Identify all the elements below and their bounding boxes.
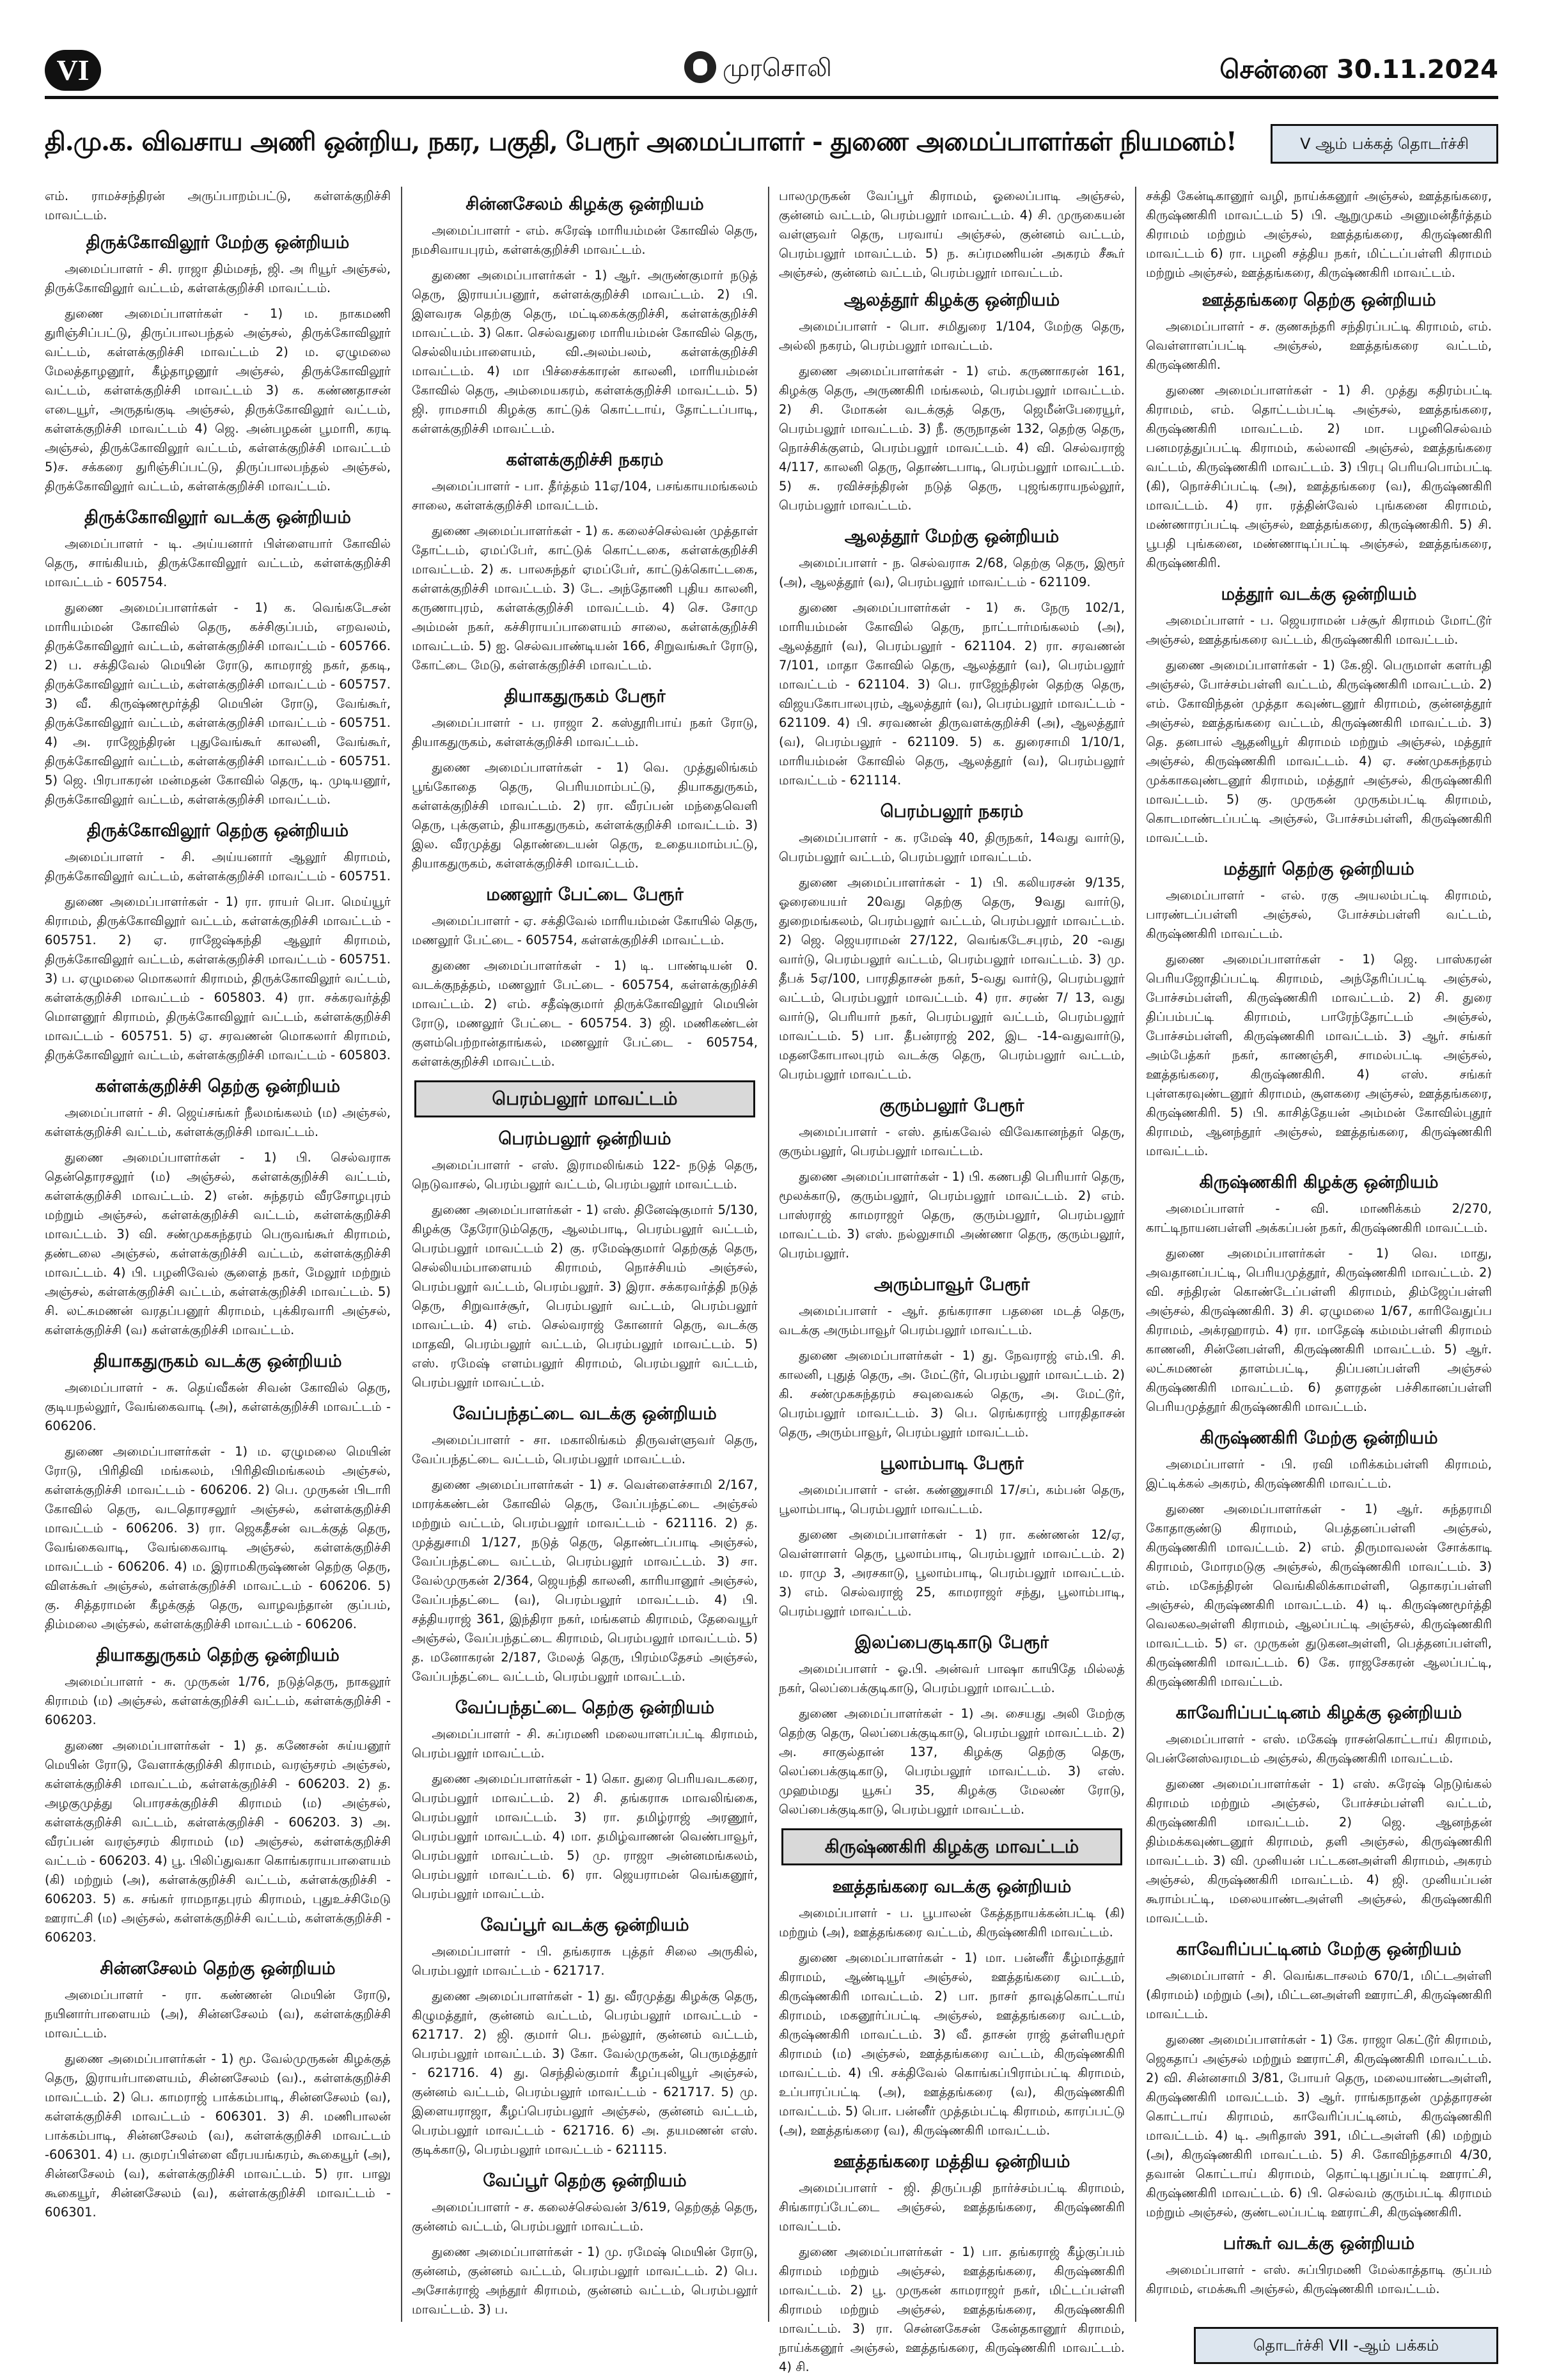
union-section	[779, 1451, 1125, 1621]
section-title: பெரம்பலூர் ஒன்றியம்	[498, 1129, 671, 1149]
deputies-text: துணை அமைப்பாளர்கள் - 1) க. கலைச்செல்வன் முத்தாள் தோட்டம், ஏமப்பேர், காட்டுக் கொட்டகை, கள்ளக்குறிச்சி மாவட்டம். 2) க. பாலசுந்தர் ஏமப்பேர், காட்டுக்கொட்டகை, கள்ளக்குறிச்சி மாவட்டம். 3) டே. அந்தோணி புதிய காலனி, கருணாபுரம், கள்ளக்குறிச்சி மாவட்டம். 4) செ. சோமு அம்மன் நகர், கச்சிராயப்பாளையம் சாலை, கள்ளக்குறிச்சி மாவட்டம். 5) ஐ. செல்வபாண்டியன் 166, சிறுவங்கூர் ரோடு, கோட்டை மேடு, கள்ளக்குறிச்சி மாவட்டம்.	[412, 524, 758, 673]
section-title: சின்னசேலம் தெற்கு ஒன்றியம்	[100, 1959, 336, 1979]
headline-row	[45, 110, 1498, 174]
organizer-text: அமைப்பாளர் - ஓ.பி. அன்வர் பாஷா காயிதே மில்லத் நகர், லெப்பைக்குடிகாடு, பெரம்பலூர் மாவட்டம்.	[779, 1661, 1125, 1695]
union-section	[45, 1956, 391, 2222]
section-title: தியாகதுருகம் தெற்கு ஒன்றியம்	[96, 1645, 340, 1665]
section-title: பர்கூர் வடக்கு ஒன்றியம்	[1223, 2234, 1415, 2253]
deputies-text: துணை அமைப்பாளர்கள் - 1) எம். கருணாகரன் 161, கிழக்கு தெரு, அருணகிரி மங்கலம், பெரம்பலூர் மாவட்டம். 2) சி. மோகன் வடக்குத் தெரு, ஜெமீன்பேரையூர், பெரம்பலூர் மாவட்டம். 3) நீ. குருநாதன் 132, தெற்கு தெரு, நொச்சிக்குளம், பெரம்பலூர் மாவட்டம். 4) வி. செல்வராஜ் 4/117, காலனி தெரு, தொண்டபாடி, பெரம்பலூர் மாவட்டம். 5) சு. ரவிச்சந்திரன் நடுத் தெரு, புஜங்கராயநல்லூர், பெரம்பலூர் மாவட்டம்.	[779, 364, 1125, 513]
union-section	[1146, 1426, 1492, 1692]
section-title: காவேரிப்பட்டினம் மேற்கு ஒன்றியம்	[1176, 1940, 1462, 1959]
deputies-text: துணை அமைப்பாளர்கள் - 1) க. வெங்கடேசன் மாரியம்மன் கோவில் தெரு, கச்சிகுப்பம், எறவலம், திருக்கோவிலூர் வட்டம், கள்ளக்குறிச்சி மாவட்டம் - 605766. 2) ப. சக்திவேல் மெயின் ரோடு, காமராஜ் நகர், தகடி, திருக்கோவிலூர் வட்டம், கள்ளக்குறிச்சி மாவட்டம் - 605757. 3) வீ. கிருஷ்ணமூர்த்தி மெயின் ரோடு, வேங்கூர், திருக்கோவிலூர் வட்டம், கள்ளக்குறிச்சி மாவட்டம் - 605751. 4) அ. ராஜேந்திரன் புதுவேங்கூர் காலனி, வேங்கூர், திருக்கோவிலூர் வட்டம், கள்ளக்குறிச்சி மாவட்டம் - 605751. 5) ஜெ. பிரபாகரன் மன்மதன் கோவில் தெரு, டி. முடியனூர், திருக்கோவிலூர் வட்டம், கள்ளக்குறிச்சி மாவட்டம்.	[45, 600, 391, 807]
column-3	[779, 187, 1125, 2374]
section-title: திருக்கோவிலூர் மேற்கு ஒன்றியம்	[86, 233, 350, 253]
union-section	[1146, 2231, 1492, 2299]
union-section	[1146, 857, 1492, 1161]
union-section	[1146, 582, 1492, 848]
organizer-text: அமைப்பாளர் - டி. அய்யனார் பிள்ளையார் கோவில் தெரு, சாங்கியம், திருக்கோவிலூர் வட்டம், கள்ளக்குறிச்சி மாவட்டம் - 605754.	[45, 536, 391, 589]
deputies-text: துணை அமைப்பாளர்கள் - 1) ம. நாகமணி துரிஞ்சிப்பட்டு, திருப்பாலபந்தல் அஞ்சல், திருக்கோவிலூர் வட்டம், கள்ளக்குறிச்சி மாவட்டம் 2) ம. ஏழுமலை மேலத்தாழனூர், கீழ்தாழனூர் அஞ்சல், திருக்கோவிலூர் வட்டம், கள்ளக்குறிச்சி மாவட்டம் 3) க. கண்ணதாசன் எடையூர், அருதங்குடி அஞ்சல், திருக்கோவிலூர் வட்டம், கள்ளக்குறிச்சி மாவட்டம் 4) ஜெ. அன்பழகன் பூமாரி, கரடி அஞ்சல், திருக்கோவிலூர் வட்டம், கள்ளக்குறிச்சி மாவட்டம் 5)ச. சக்கரை துரிஞ்சிப்பட்டு, திருப்பாலபந்தல் அஞ்சல், திருக்கோவிலூர் வட்டம், கள்ளக்குறிச்சி மாவட்டம்.	[45, 306, 391, 494]
organizer-text: அமைப்பாளர் - எஸ். மகேஷ் ராசன்கொட்டாய் கிராமம், பென்னேஸ்வரமடம் அஞ்சல், கிருஷ்ணகிரி மாவட்டம்.	[1146, 1732, 1492, 1766]
deputies-text: துணை அமைப்பாளர்கள் - 1) த. கணேசன் சுய்யனூர் மெயின் ரோடு, வேளாக்குறிச்சி கிராமம், வரஞ்சரம் அஞ்சல், கள்ளக்குறிச்சி மாவட்டம், கள்ளக்குறிச்சி - 606203. 2) த. அழகுமுத்து பொரசக்குறிச்சி கிராமம் (ம) அஞ்சல், கள்ளக்குறிச்சி வட்டம், கள்ளக்குறிச்சி - 606203. 3) அ. வீரப்பன் வரஞ்சரம் கிராமம் (ம) அஞ்சல், கள்ளக்குறிச்சி வட்டம் - 606203. 4) பூ. பிலிப்துவகா கொங்கராயபாளையம் (கி) மற்றும் (அ), கள்ளக்குறிச்சி வட்டம், கள்ளக்குறிச்சி - 606203. 5) க. சங்கர் ராமநாதபுரம் கிராமம், புதுஉச்சிமேடு ஊராட்சி (ம) அஞ்சல், கள்ளக்குறிச்சி வட்டம், கள்ளக்குறிச்சி - 606203.	[45, 1738, 391, 1945]
union-section	[412, 1401, 758, 1686]
union-section	[45, 1643, 391, 1947]
organizer-text: அமைப்பாளர் - எஸ். சுப்பிரமணி மேல்காத்தாடி குப்பம் கிராமம், எமக்கூரி அஞ்சல், கிருஷ்ணகிரி மாவட்டம்.	[1146, 2262, 1492, 2296]
deputies-text: துணை அமைப்பாளர்கள் - 1) ஜெ. பாஸ்கரன் பெரியஜோதிப்பட்டி கிராமம், அந்தேரிப்பட்டி அஞ்சல், போச்சம்பள்ளி, கிருஷ்ணகிரி மாவட்டம். 2) சி. துரை திப்பம்பட்டி கிராமம், பாரேந்தோட்டம் அஞ்சல், போச்சம்பள்ளி, கிருஷ்ணகிரி மாவட்டம். 3) ஆர். சங்கர் அம்பேத்கர் நகர், காணஞ்சி, சாமல்பட்டி அஞ்சல், ஊத்தங்கரை, கிருஷ்ணகிரி. 4) எஸ். சங்கர் புள்ளகரவுண்டனூர் கிராமம், சூளகரை அஞ்சல், ஊத்தங்கரை, கிருஷ்ணகிரி. 5) பி. காசித்தேயன் அம்மன் கோவில்புதூர் கிராமம், ஆனந்தூர் அஞ்சல், ஊத்தங்கரை, கிருஷ்ணகிரி மாவட்டம்.	[1146, 952, 1492, 1158]
organizer-text: அமைப்பாளர் - எல். ரகு அயலம்பட்டி கிராமம், பாரண்டப்பள்ளி அஞ்சல், போச்சம்பள்ளி வட்டம், கிருஷ்ணகிரி மாவட்டம்.	[1146, 888, 1492, 941]
paper-name: முரசொலி	[723, 54, 832, 82]
tiger-emblem-icon	[684, 51, 716, 83]
organizer-text: அமைப்பாளர் - ந. செல்வராசு 2/68, தெற்கு தெரு, இரூர் (அ), ஆலத்தூர் (வ), பெரம்பலூர் மாவட்டம் - 621109.	[779, 556, 1125, 589]
organizer-text: அமைப்பாளர் - எஸ். தங்கவேல் விவேகானந்தர் தெரு, குரும்பலூர், பெரம்பலூர் மாவட்டம்.	[779, 1124, 1125, 1158]
section-title: பூலாம்பாடி பேரூர்	[880, 1454, 1024, 1474]
union-section	[779, 1093, 1125, 1263]
union-section	[412, 1913, 758, 2159]
deputies-text: துணை அமைப்பாளர்கள் - 1) மூ. வேல்முருகன் கிழக்குத் தெரு, இராயர்பாளையம், சின்னசேலம் (வ)., கள்ளக்குறிச்சி மாவட்டம். 2) பெ. காமராஜ் பாக்கம்பாடி, சின்னசேலம் (வ), கள்ளக்குறிச்சி மாவட்டம் - 606301. 3) சி. மணிபாலன் பாக்கம்பாடி, சின்னசேலம் (வ), கள்ளக்குறிச்சி மாவட்டம் -606301. 4) ப. குமரப்பிள்ளை வீரபயங்கரம், கூகையூர் (அ), சின்னசேலம் (வ), கள்ளக்குறிச்சி மாவட்டம். 5) ரா. பாலு கூகையூர், சின்னசேலம் (வ), கள்ளக்குறிச்சி மாவட்டம் - 606301.	[45, 2051, 391, 2220]
deputies-text: துணை அமைப்பாளர்கள் - 1) சு. நேரு 102/1, மாரியம்மன் கோவில் தெரு, நாட்டார்மங்கலம் (அ), ஆலத்தூர் (வ), பெரம்பலூர் - 621104. 2) ரா. சரவணன் 7/101, மாதா கோவில் தெரு, ஆலத்தூர் (வ), பெரம்பலூர் மாவட்டம் - 621104. 3) பெ. ராஜேந்திரன் தெற்கு தெரு, விஜயகோபாலபுரம், ஆலத்தூர் (வ), பெரம்பலூர் மாவட்டம் - 621109. 4) பி. சரவணன் திருவளக்குறிச்சி (அ), ஆலத்தூர் (வ), பெரம்பலூர் - 621109. 5) க. துரைசாமி 1/10/1, மாரியம்மன் கோவில் தெரு, ஆலத்தூர் (வ), பெரம்பலூர் மாவட்டம் - 621114.	[779, 600, 1125, 788]
deputies-text: துணை அமைப்பாளர்கள் - 1) எஸ். சுரேஷ் நெடுங்கல் கிராமம் மற்றும் அஞ்சல், போச்சம்பள்ளி வட்டம், கிருஷ்ணகிரி மாவட்டம். 2) ஜெ. ஆனந்தன் திம்மக்கவுண்டனூர் கிராமம், தளி அஞ்சல், கிருஷ்ணகிரி மாவட்டம். 3) வி. முனியன் பட்டகனஅள்ளி கிராமம், அகரம் அஞ்சல், கிருஷ்ணகிரி மாவட்டம். 4) ஜி. முனியப்பன் கூராம்பட்டி, மலையாண்டஅள்ளி அஞ்சல், கிருஷ்ணகிரி மாவட்டம்.	[1146, 1777, 1492, 1925]
district-banner: பெரம்பலூர் மாவட்டம்	[414, 1080, 755, 1117]
organizer-text: அமைப்பாளர் - பா. தீர்த்தம் 11ஏ/104, பசங்காயமங்கலம் சாலை, கள்ளக்குறிச்சி மாவட்டம்.	[412, 479, 758, 513]
section-title: கள்ளக்குறிச்சி நகரம்	[506, 450, 664, 470]
deputies-text: துணை அமைப்பாளர்கள் - 1) மு. ரமேஷ் மெயின் ரோடு, குன்னம், குன்னம் வட்டம், பெரம்பலூர் மாவட்டம். 2) பெ. அசோக்ராஜ் அந்தூர் கிராமம், குன்னம் வட்டம், பெரம்பலூர் மாவட்டம். 3) ப.	[412, 2244, 758, 2317]
deputies-text: துணை அமைப்பாளர்கள் - 1) ஆர். அருண்குமார் நடுத் தெரு, இராயப்பனூர், கள்ளக்குறிச்சி மாவட்டம். 2) பி. இளவரசு தெற்கு தெரு, மட்டிகைக்குறிச்சி, கள்ளக்குறிச்சி மாவட்டம். 3) கொ. செல்வதுரை மாரியம்மன் கோவில் தெரு, செல்லியம்பாளையம், வி.அலம்பலம், கள்ளக்குறிச்சி மாவட்டம். 4) மா பிச்சைக்காரன் காலனி, மாரியம்மன் கோவில் தெரு, அம்மையகரம், கள்ளக்குறிச்சி மாவட்டம். 5) ஜி. ராமசாமி கிழக்கு காட்டுக் கொட்டாய், தோட்டப்பாடி, கள்ளக்குறிச்சி மாவட்டம்.	[412, 268, 758, 436]
organizer-text: அமைப்பாளர் - சா. மகாலிங்கம் திருவள்ளுவர் தெரு, வேப்பந்தட்டை வட்டம், பெரம்பலூர் மாவட்டம்.	[412, 1433, 758, 1466]
organizer-text: அமைப்பாளர் - பி. ரவி மரிக்கம்பள்ளி கிராமம், இட்டிக்கல் அகரம், கிருஷ்ணகிரி மாவட்டம்.	[1146, 1457, 1492, 1491]
section-title: காவேரிப்பட்டினம் கிழக்கு ஒன்றியம்	[1175, 1703, 1462, 1723]
section-title: பெரம்பலூர் நகரம்	[880, 802, 1024, 821]
section-title: அரும்பாவூர் பேரூர்	[873, 1275, 1030, 1295]
union-section	[1146, 288, 1492, 573]
deputies-text: துணை அமைப்பாளர்கள் - 1) கொ. துரை பெரியவடகரை, பெரம்பலூர் மாவட்டம். 2) சி. தங்கராசு மாவலிங்கை, பெரம்பலூர் மாவட்டம். 3) ரா. தமிழ்ராஜ் அரணூர், பெரம்பலூர் மாவட்டம். 4) மா. தமிழ்வாணன் வெண்பாவூர், பெரம்பலூர் மாவட்டம். 5) மு. ராஜா அன்னமங்கலம், பெரம்பலூர் மாவட்டம். 6) ரா. ஜெயராமன் வெங்கனூர், பெரம்பலூர் மாவட்டம்.	[412, 1771, 758, 1901]
organizer-text: அமைப்பாளர் - ப. பூபாலன் கேத்தநாயக்கன்பட்டி (கி) மற்றும் (அ), ஊத்தங்கரை வட்டம், கிருஷ்ணகிரி மாவட்டம்.	[779, 1906, 1125, 1940]
continued-text: எம். ராமச்சந்திரன் அருப்பாறம்பட்டு, கள்ளக்குறிச்சி மாவட்டம்.	[45, 189, 391, 222]
column-4	[1146, 187, 1492, 2322]
union-section	[412, 1126, 758, 1392]
section-title: ஆலத்தூர் கிழக்கு ஒன்றியம்	[843, 290, 1060, 310]
section-title: தியாகதுருகம் பேரூர்	[504, 687, 666, 706]
section-title: ஊத்தங்கரை மத்திய ஒன்றியம்	[833, 2152, 1070, 2172]
section-title: திருக்கோவிலூர் வடக்கு ஒன்றியம்	[84, 508, 351, 527]
masthead	[45, 50, 1498, 99]
issue-date: சென்னை 30.11.2024	[1219, 55, 1498, 84]
organizer-text: அமைப்பாளர் - ப. ஜெயராமன் பச்சூர் கிராமம் மோட்டூர் அஞ்சல், ஊத்தங்கரை வட்டம், கிருஷ்ணகிரி மாவட்டம்.	[1146, 613, 1492, 647]
deputies-text: துணை அமைப்பாளர்கள் - 1) கே. ராஜா கெட்டூர் கிராமம், ஜெகதாப் அஞ்சல் மற்றும் ஊராட்சி, கிருஷ்ணகிரி மாவட்டம். 2) வி. சின்னசாமி 3/81, போயர் தெரு, மலையாண்டஅள்ளி, கிருஷ்ணகிரி மாவட்டம். 3) ஆர். ராங்கநாதன் முத்தாரசன் கொட்டாய் கிராமம், காவேரிப்பட்டினம், கிருஷ்ணகிரி மாவட்டம். 4) டி. அரிதாஸ் 391, மிட்டஅள்ளி (கி) மற்றும் (அ), கிருஷ்ணகிரி மாவட்டம். 5) சி. கோவிந்தசாமி 4/30, தவான் கொட்டாய் கிராமம், தொட்டிபுதுப்பட்டி ஊராட்சி, கிருஷ்ணகிரி மாவட்டம். 6) பி. செல்வம் குரும்பட்டி கிராமம் மற்றும் அஞ்சல், குண்டலப்பட்டி ஊராட்சி, கிருஷ்ணகிரி.	[1146, 2032, 1492, 2220]
union-section	[412, 2168, 758, 2319]
section-title: ஆலத்தூர் மேற்கு ஒன்றியம்	[844, 527, 1060, 547]
union-section	[45, 1349, 391, 1634]
organizer-text: அமைப்பாளர் - ரா. கண்ணன் மெயின் ரோடு, நயினார்பாளையம் (அ), சின்னசேலம் (வ), கள்ளக்குறிச்சி மாவட்டம்.	[45, 1987, 391, 2041]
organizer-text: அமைப்பாளர் - க. ரமேஷ் 40, திருநகர், 14வது வார்டு, பெரம்பலூர் வட்டம், பெரம்பலூர் மாவட்டம்.	[779, 830, 1125, 864]
continued-text: பாலமுருகன் வேப்பூர் கிராமம், ஓலைப்பாடி அஞ்சல், குன்னம் வட்டம், பெரம்பலூர் மாவட்டம். 4) சி. முருகையன் வள்ளுவர் தெரு, பரவாய் அஞ்சல், குன்னம் வட்டம், பெரம்பலூர் மாவட்டம். 5) ந. சுப்ரமணியன் அகரம் சீகூர் அஞ்சல், குன்னம் வட்டம், பெரம்பலூர் மாவட்டம்.	[779, 189, 1125, 280]
district-banner: கிருஷ்ணகிரி கிழக்கு மாவட்டம்	[781, 1828, 1122, 1865]
organizer-text: அமைப்பாளர் - ச. கலைச்செல்வன் 3/619, தெற்குத் தெரு, குன்னம் வட்டம், பெரம்பலூர் மாவட்டம்.	[412, 2200, 758, 2234]
organizer-text: அமைப்பாளர் - ப. ராஜா 2. கஸ்தூரிபாய் நகர் ரோடு, தியாகதுருகம், கள்ளக்குறிச்சி மாவட்டம்.	[412, 715, 758, 749]
section-title: ஊத்தங்கரை தெற்கு ஒன்றியம்	[1202, 290, 1436, 310]
union-section	[779, 1874, 1125, 2140]
deputies-text: துணை அமைப்பாளர்கள் - 1) பி. கலியரசன் 9/135, ஓரையையர் 20வது தெற்கு தெரு, 9வது வார்டு, துறைமங்கலம், பெரம்பலூர் வட்டம், பெரம்பலூர் மாவட்டம். 2) ஜெ. ஜெயராமன் 27/122, வெங்கடேசபுரம், 20 -வது வார்டு, பெரம்பலூர் வட்டம், பெரம்பலூர் மாவட்டம். 3) மு. தீபக் 5ஏ/100, பாரதிதாசன் நகர், 5-வது வார்டு, பெரம்பலூர் வட்டம், பெரம்பலூர் மாவட்டம். 4) ரா. சரண் 7/ 13, வது வார்டு, பெரியார் நகர், பெரம்பலூர் வட்டம், பெரம்பலூர் மாவட்டம். 5) பா. தீபன்ராஜ் 202, இட -14-வதுவார்டு, மதனகோபாலபுரம் வடக்கு தெரு, பெரம்பலூர் வட்டம், பெரம்பலூர் மாவட்டம்.	[779, 875, 1125, 1082]
union-section	[1146, 1700, 1492, 1928]
union-section	[779, 2149, 1125, 2377]
column-1	[45, 187, 391, 2322]
headline: தி.மு.க. விவசாய அணி ஒன்றிய, நகர, பகுதி, பேரூர் அமைப்பாளர் - துணை அமைப்பாளர்கள் நியமனம்!	[45, 127, 1237, 157]
organizer-text: அமைப்பாளர் - ஜி. திருப்பதி நார்ச்சம்பட்டி கிராமம், சிங்காரப்பேட்டை அஞ்சல், ஊத்தங்கரை, கிருஷ்ணகிரி மாவட்டம்.	[779, 2181, 1125, 2234]
deputies-text: துணை அமைப்பாளர்கள் - 1) ஆர். சுந்தராமி கோதாகுண்டு கிராமம், பெத்தனப்பள்ளி அஞ்சல், கிருஷ்ணகிரி மாவட்டம். 2) எம். திருமாவலன் சோக்காடி கிராமம், மோரமடுகு அஞ்சல், கிருஷ்ணகிரி மாவட்டம். 3) எம். மகேந்திரன் வெங்கிலிக்காமள்ளி, தொகரப்பள்ளி அஞ்சல், கிருஷ்ணகிரி மாவட்டம். 4) டி. கிருஷ்ணமூர்த்தி வெலகலஅள்ளி கிராமம், ஆலப்பட்டி அஞ்சல், கிருஷ்ணகிரி மாவட்டம். 5) எ. முருகன் துடுகனஅள்ளி, பெத்தனப்பள்ளி, கிருஷ்ணகிரி மாவட்டம். 6) கே. ராஜசேகரன் ஆலப்பட்டி, கிருஷ்ணகிரி மாவட்டம்.	[1146, 1502, 1492, 1689]
section-title: மணலூர் பேட்டை பேரூர்	[486, 885, 684, 905]
organizer-text: அமைப்பாளர் - ஏ. சக்திவேல் மாரியம்மன் கோயில் தெரு, மணலூர் பேட்டை - 605754, கள்ளக்குறிச்சி மாவட்டம்.	[412, 914, 758, 947]
organizer-text: அமைப்பாளர் - பொ. சமிதுரை 1/104, மேற்கு தெரு, அல்லி நகரம், பெரம்பலூர் மாவட்டம்.	[779, 319, 1125, 353]
deputies-text: துணை அமைப்பாளர்கள் - 1) வெ. முத்துலிங்கம் பூங்கோதை தெரு, பெரியமாம்பட்டு, தியாகதுருகம், கள்ளக்குறிச்சி மாவட்டம். 2) ரா. வீரப்பன் மந்தைவெளி தெரு, புக்குளம், தியாகதுருகம், கள்ளக்குறிச்சி மாவட்டம். 3) இல. வீரமுத்து தொண்டையன் தெரு, உதையமாம்பட்டு, தியாகதுருகம், கள்ளக்குறிச்சி மாவட்டம்.	[412, 760, 758, 871]
organizer-text: அமைப்பாளர் - சு. முருகன் 1/76, நடுத்தெரு, நாகலூர் கிராமம் (ம) அஞ்சல், கள்ளக்குறிச்சி வட்டம், கள்ளக்குறிச்சி - 606203.	[45, 1674, 391, 1727]
union-section	[779, 1630, 1125, 1819]
deputies-text: துணை அமைப்பாளர்கள் - 1) து. நேவராஜ் எம்.பி. சி. காலனி, புதுத் தெரு, அ. மேட்டூர், பெரம்பலூர் மாவட்டம். 2) கி. சண்முகசுந்தரம் சவுவைகல் தெரு, அ. மேட்டூர், பெரம்பலூர் மாவட்டம். 3) பெ. ரெங்கராஜ் பாரதிதாசன் தெரு, அரும்பாவூர், பெரம்பலூர் மாவட்டம்.	[779, 1348, 1125, 1440]
deputies-text: துணை அமைப்பாளர்கள் - 1) பா. தங்கராஜ் கீழ்குப்பம் கிராமம் மற்றும் அஞ்சல், ஊத்தங்கரை, கிருஷ்ணகிரி மாவட்டம். 2) பூ. முருகன் காமராஜர் நகர், மிட்டப்பள்ளி கிராமம் மற்றும் அஞ்சல், ஊத்தங்கரை, கிருஷ்ணகிரி மாவட்டம். 3) ரா. சென்னகேசன் கேன்தகானூர் கிராமம், நாய்க்கனூர் அஞ்சல், ஊத்தங்கரை, கிருஷ்ணகிரி மாவட்டம். 4) சி.	[779, 2244, 1125, 2374]
union-section	[412, 684, 758, 873]
section-title: வேப்பூர் வடக்கு ஒன்றியம்	[480, 1915, 689, 1935]
deputies-text: துணை அமைப்பாளர்கள் - 1) எஸ். தினேஷ்குமார் 5/130, கிழக்கு தேரோடும்தெரு, ஆலம்பாடி, பெரம்பலூர் வட்டம், பெரம்பலூர் மாவட்டம் 2) கு. ரமேஷ்குமார் தெற்குத் தெரு, செல்லியம்பாளையம் கிராமம், நொச்சியம் அஞ்சல், பெரம்பலூர் வட்டம், பெரம்பலூர். 3) இரா. சக்கரவர்த்தி நடுத் தெரு, சிறுவாச்சூர், பெரம்பலூர் வட்டம், பெரம்பலூர் மாவட்டம். 4) எம். செல்வராஜ் கோனார் தெரு, வடக்கு மாதவி, பெரம்பலூர் வட்டம், பெரம்பலூர் மாவட்டம். 5) எஸ். ரமேஷ் எளம்பலூர் கிராமம், பெரம்பலூர் வட்டம், பெரம்பலூர் மாவட்டம்.	[412, 1202, 758, 1390]
deputies-text: துணை அமைப்பாளர்கள் - 1) அ. சையது அலி மேற்கு தெற்கு தெரு, லெப்பைக்குடிகாடு, பெரம்பலூர் மாவட்டம். 2) அ. சாகுல்தான் 137, கிழக்கு தெற்கு தெரு, லெப்பைக்குடிகாடு, பெரம்பலூர் மாவட்டம். 3) எஸ். முஹம்மது யூசுப் 35, கிழக்கு மேலண் ரோடு, லெப்பைக்குடிகாடு, பெரம்பலூர் மாவட்டம்.	[779, 1706, 1125, 1817]
section-title: கிருஷ்ணகிரி மேற்கு ஒன்றியம்	[1200, 1428, 1438, 1448]
section-title: சின்னசேலம் கிழக்கு ஒன்றியம்	[466, 194, 704, 214]
deputies-text: துணை அமைப்பாளர்கள் - 1) சி. முத்து கதிரம்பட்டி கிராமம், எம். தொட்டம்பட்டி அஞ்சல், ஊத்தங்கரை, கிருஷ்ணகிரி மாவட்டம். 2) மா. பழனிசெல்வம் பனமரத்துப்பட்டி கிராமம், கல்லாவி அஞ்சல், ஊத்தங்கரை வட்டம், கிருஷ்ணகிரி மாவட்டம். 3) பிரபு பெரியபொம்பட்டி (கி), நொச்சிப்பட்டி (அ), ஊத்தங்கரை (வ), கிருஷ்ணகிரி மாவட்டம். 4) ரா. ரத்தின்வேல் புங்கனை கிராமம், மண்ணாரப்பட்டி அஞ்சல், ஊத்தங்கரை, கிருஷ்ணகிரி. 5) சி. பூபதி புங்கனை, மண்ணாடிப்பட்டி அஞ்சல், ஊத்தங்கரை, கிருஷ்ணகிரி.	[1146, 383, 1492, 570]
union-section	[1146, 1170, 1492, 1417]
organizer-text: அமைப்பாளர் - சு. தெய்வீகன் சிவன் கோவில் தெரு, குடியநல்லூர், வேங்கைவாடி (அ), கள்ளக்குறிச்சி மாவட்டம் - 606206.	[45, 1380, 391, 1433]
union-section	[412, 447, 758, 675]
section-title: கிருஷ்ணகிரி கிழக்கு ஒன்றியம்	[1199, 1172, 1439, 1192]
union-section	[779, 1272, 1125, 1442]
page-number: VI	[45, 50, 101, 91]
section-title: இலப்பைகுடிகாடு பேரூர்	[854, 1633, 1049, 1653]
deputies-text: துணை அமைப்பாளர்கள் - 1) ம. ஏழுமலை மெயின் ரோடு, பிரிதிவி மங்கலம், பிரிதிவிமங்கலம் அஞ்சல், கள்ளக்குறிச்சி மாவட்டம் - 606206. 2) பெ. முருகன் பிடாரி கோவில் தெரு, வடதொரசலூர் அஞ்சல், கள்ளக்குறிச்சி மாவட்டம் - 606206. 3) ரா. ஜெகதீசன் வடக்குத் தெரு, வேங்கைவாடி, வேங்கைவாடி அஞ்சல், கள்ளக்குறிச்சி மாவட்டம் - 606206. 4) ம. இராமகிருஷ்ணன் தெற்கு தெரு, விளக்கூர் அஞ்சல், கள்ளக்குறிச்சி மாவட்டம் - 606206. 5) கு. சித்தராமன் கீழக்குத் தெரு, வாழவந்தான் குப்பம், திம்மலை அஞ்சல், கள்ளக்குறிச்சி மாவட்டம் - 606206.	[45, 1444, 391, 1631]
deputies-text: துணை அமைப்பாளர்கள் - 1) டி. பாண்டியன் 0. வடக்குநத்தம், மணலூர் பேட்டை - 605754, கள்ளக்குறிச்சி மாவட்டம். 2) எம். சதீஷ்குமார் திருக்கோவிலூர் மெயின் ரோடு, மணலூர் பேட்டை - 605754. 3) ஜி. மணிகண்டன் குளம்பெற்றான்தாங்கல், மணலூர் பேட்டை - 605754, கள்ளக்குறிச்சி மாவட்டம்.	[412, 958, 758, 1069]
organizer-text: அமைப்பாளர் - சி. வெங்கடாசலம் 670/1, மிட்டஅள்ளி (கிராமம்) மற்றும் (அ), மிட்டனஅள்ளி ஊராட்சி, கிருஷ்ணகிரி மாவட்டம்.	[1146, 1968, 1492, 2021]
organizer-text: அமைப்பாளர் - வி. மாணிக்கம் 2/270, காட்டிநாயனபள்ளி அக்கப்பன் நகர், கிருஷ்ணகிரி மாவட்டம்.	[1146, 1201, 1492, 1235]
deputies-text: துணை அமைப்பாளர்கள் - 1) பி. செல்வராசு தென்தொரசலூர் (ம) அஞ்சல், கள்ளக்குறிச்சி வட்டம், கள்ளக்குறிச்சி மாவட்டம். 2) என். சுந்தரம் வீரசோழபுரம் மற்றும் அஞ்சல், கள்ளக்குறிச்சி வட்டம், கள்ளக்குறிச்சி மாவட்டம். 3) வி. சண்முகசுந்தரம் பெருவங்கூர் கிராமம், தண்டலை அஞ்சல், கள்ளக்குறிச்சி வட்டம், கள்ளக்குறிச்சி மாவட்டம். 4) பி. பழனிவேல் சூளைத் நகர், மேலூர் மற்றும் அஞ்சல், கள்ளக்குறிச்சி வட்டம், கள்ளக்குறிச்சி மாவட்டம். 5) சி. லட்சுமணன் வரதப்பனூர் கிராமம், புக்கிரவாரி அஞ்சல், கள்ளக்குறிச்சி (வ) கள்ளக்குறிச்சி மாவட்டம்.	[45, 1150, 391, 1337]
deputies-text: துணை அமைப்பாளர்கள் - 1) து. வீரமுத்து கிழக்கு தெரு, கிழுமத்தூர், குன்னம் வட்டம், பெரம்பலூர் மாவட்டம் - 621717. 2) ஜி. குமார் பெ. நல்லூர், குன்னம் வட்டம், பெரம்பலூர் மாவட்டம். 3) கோ. வேல்முருகன், பெருமத்தூர் - 621716. 4) து. செந்தில்குமார் கீழப்புலியூர் அஞ்சல், குன்னம் வட்டம், பெரம்பலூர் மாவட்டம் - 621717. 5) மு. இளையராஜா, கீழப்பெரம்பலூர் அஞ்சல், குன்னம் வட்டம், பெரம்பலூர் மாவட்டம் - 621716. 6) அ. தயமணன் எஸ். குடிக்காடு, பெரம்பலூர் மாவட்டம் - 621115.	[412, 1989, 758, 2157]
organizer-text: அமைப்பாளர் - சி. ராஜா திம்மசந், ஜி. அ ரியூர் அஞ்சல், திருக்கோவிலூர் வட்டம், கள்ளக்குறிச்சி மாவட்டம்.	[45, 261, 391, 295]
section-title: வேப்பந்தட்டை தெற்கு ஒன்றியம்	[455, 1698, 715, 1718]
organizer-text: அமைப்பாளர் - பி. தங்கராசு புத்தர் சிலை அருகில், பெரம்பலூர் மாவட்டம் - 621717.	[412, 1944, 758, 1978]
deputies-text: துணை அமைப்பாளர்கள் - 1) ரா. ராயர் பொ. மெய்யூர் கிராமம், திருக்கோவிலூர் வட்டம், கள்ளக்குறிச்சி மாவட்டம் - 605751. 2) ஏ. ராஜேஷ்கந்தி ஆலூர் கிராமம், திருக்கோவிலூர் வட்டம், கள்ளக்குறிச்சி மாவட்டம் - 605751. 3) ப. ஏழுமலை மொகலார் கிராமம், திருக்கோவிலூர் வட்டம், கள்ளக்குறிச்சி மாவட்டம் - 605803. 4) ரா. சக்கரவர்த்தி மொளனூர் கிராமம், திருக்கோவிலூர் வட்டம், கள்ளக்குறிச்சி மாவட்டம் - 605751. 5) ஏ. சரவணன் மொகலார் கிராமம், திருக்கோவிலூர் வட்டம், கள்ளக்குறிச்சி மாவட்டம் - 605803.	[45, 894, 391, 1062]
column-2	[412, 187, 758, 2322]
organizer-text: அமைப்பாளர் - சி. ஜெய்சங்கர் நீலமங்கலம் (ம) அஞ்சல், கள்ளக்குறிச்சி வட்டம், கள்ளக்குறிச்சி மாவட்டம்.	[45, 1105, 391, 1139]
section-title: கள்ளக்குறிச்சி தெற்கு ஒன்றியம்	[95, 1077, 340, 1096]
section-title: வேப்பூர் தெற்கு ஒன்றியம்	[483, 2171, 687, 2191]
union-section	[779, 524, 1125, 790]
deputies-text: துணை அமைப்பாளர்கள் - 1) வெ. மாது, அவதானப்பட்டி, பெரியமுத்தூர், கிருஷ்ணகிரி மாவட்டம். 2) வி. சந்திரன் கொண்டேப்பள்ளி கிராமம், திம்ஜேப்பள்ளி அஞ்சல், கிருஷ்ணகிரி. 3) சி. ஏழுமலை 1/67, காரிவேதுப்ப கிராமம், அக்ரஹாரம். 4) ரா. மாதேஷ் கம்மம்பள்ளி கிராமம் காணனி, சின்னேபள்ளி, கிருஷ்ணகிரி மாவட்டம். 5) ஆர். லட்சுமணன் தாளம்பட்டி, திப்பனப்பள்ளி அஞ்சல் கிருஷ்ணகிரி மாவட்டம். 6) தளரதன் பச்சிகானப்பள்ளி பெரியமுத்தூர் கிருஷ்ணகிரி மாவட்டம்.	[1146, 1246, 1492, 1414]
section-title: குரும்பலூர் பேரூர்	[879, 1096, 1024, 1116]
section-title: மத்தூர் தெற்கு ஒன்றியம்	[1223, 859, 1414, 879]
section-title: வேப்பந்தட்டை வடக்கு ஒன்றியம்	[453, 1404, 717, 1424]
union-section	[45, 230, 391, 496]
union-section	[45, 1074, 391, 1340]
section-title: ஊத்தங்கரை வடக்கு ஒன்றியம்	[832, 1877, 1072, 1897]
organizer-text: அமைப்பாளர் - சி. அய்யனார் ஆலூர் கிராமம், திருக்கோவிலூர் வட்டம், கள்ளக்குறிச்சி மாவட்டம் - 605751.	[45, 850, 391, 883]
section-title: தியாகதுருகம் வடக்கு ஒன்றியம்	[93, 1351, 342, 1371]
union-section	[779, 799, 1125, 1084]
section-title: திருக்கோவிலூர் தெற்கு ஒன்றியம்	[86, 821, 349, 841]
continued-from-box: V ஆம் பக்கத் தொடர்ச்சி	[1271, 124, 1498, 164]
organizer-text: அமைப்பாளர் - ச. குணசுந்தரி சந்திரப்பட்டி கிராமம், எம். வெள்ளாளப்பட்டி அஞ்சல், ஊத்தங்கரை வட்டம், கிருஷ்ணகிரி.	[1146, 319, 1492, 372]
organizer-text: அமைப்பாளர் - எம். சுரேஷ் மாரியம்மன் கோவில் தெரு, நமசிவாயபுரம், கள்ளக்குறிச்சி மாவட்டம்.	[412, 223, 758, 257]
organizer-text: அமைப்பாளர் - எஸ். இராமலிங்கம் 122- நடுத் தெரு, நெடுவாசல், பெரம்பலூர் வட்டம், பெரம்பலூர் மாவட்டம்.	[412, 1158, 758, 1192]
union-section	[779, 288, 1125, 515]
continued-text: சக்தி கேன்டிகானூர் வழி, நாய்க்கனூர் அஞ்சல், ஊத்தங்கரை, கிருஷ்ணகிரி மாவட்டம் 5) பி. ஆறுமுகம் அனுமன்தீர்த்தம் கிராமம் மற்றும் அஞ்சல், ஊத்தங்கரை, கிருஷ்ணகிரி மாவட்டம் 6) ரா. பழனி சத்திய நகர், மிட்டப்பள்ளி கிராமம் மற்றும் அஞ்சல், ஊத்தங்கரை, கிருஷ்ணகிரி மாவட்டம்.	[1146, 189, 1492, 280]
deputies-text: துணை அமைப்பாளர்கள் - 1) கே.ஜி. பெருமாள் களர்பதி அஞ்சல், போச்சம்பள்ளி வட்டம், கிருஷ்ணகிரி மாவட்டம். 2) எம். கோவிந்தன் முத்தா கவுண்டனூர் கிராமம், குன்னத்தூர் அஞ்சல், ஊத்தங்கரை வட்டம், கிருஷ்ணகிரி மாவட்டம். 3) தெ. தனபால் ஆதனியூர் கிராமம் மற்றும் அஞ்சல், மத்தூர் அஞ்சல், கிருஷ்ணகிரி மாவட்டம். 4) ஏ. சண்முகசுந்தரம் முக்காகவுண்டனூர் கிராமம், மத்தூர் அஞ்சல், கிருஷ்ணகிரி மாவட்டம். 5) கு. முருகன் முருகம்பட்டி கிராமம், கொடமாண்டப்பட்டி அஞ்சல், போச்சம்பள்ளி, கிருஷ்ணகிரி மாவட்டம்.	[1146, 658, 1492, 845]
union-section	[412, 1695, 758, 1904]
continued-to-box: தொடர்ச்சி VII -ஆம் பக்கம்	[1194, 2327, 1498, 2364]
organizer-text: அமைப்பாளர் - ஆர். தங்கராசா பதனை மடத் தெரு, வடக்கு அரும்பாவூர் பெரம்பலூர் மாவட்டம்.	[779, 1303, 1125, 1337]
deputies-text: துணை அமைப்பாளர்கள் - 1) ச. வெள்ளைச்சாமி 2/167, மாரக்கண்டன் கோவில் தெரு, வேப்பந்தட்டை அஞ்சல் மற்றும் வட்டம், பெரம்பலூர் மாவட்டம் - 621116. 2) த. முத்துசாமி 1/127, நடுத் தெரு, தொண்டப்பாடி அஞ்சல், வேப்பந்தட்டை வட்டம், பெரம்பலூர் மாவட்டம். 3) சா. வேல்முருகன் 2/364, ஜெயந்தி காலனி, காரியானூர் அஞ்சல், வேப்பந்தட்டை (வ), பெரம்பலூர் மாவட்டம். 4) பி. சத்தியராஜ் 361, இந்திரா நகர், மங்களம் கிராமம், தேவையூர் அஞ்சல், வேப்பந்தட்டை கிராமம், பெரம்பலூர் மாவட்டம். 5) த. மனோகரன் 2/187, மேலத் தெரு, பிரம்மதேசம் அஞ்சல், வேப்பந்தட்டை வட்டம், பெரம்பலூர் மாவட்டம்.	[412, 1477, 758, 1684]
deputies-text: துணை அமைப்பாளர்கள் - 1) ரா. கண்ணன் 12/ஏ, வெள்ளாளர் தெரு, பூலாம்பாடி, பெரம்பலூர் மாவட்டம். 2) ம. ராமு 3, அரசகாடு, பூலாம்பாடி, பெரம்பலூர் மாவட்டம். 3) எம். செல்வராஜ் 25, காமராஜர் சந்து, பூலாம்பாடி, பெரம்பலூர் மாவட்டம்.	[779, 1527, 1125, 1619]
union-section	[1146, 1937, 1492, 2222]
organizer-text: அமைப்பாளர் - என். கண்ணுசாமி 17/சப், கம்பன் தெரு, பூலாம்பாடி, பெரம்பலூர் மாவட்டம்.	[779, 1482, 1125, 1516]
organizer-text: அமைப்பாளர் - சி. சுப்ரமணி மலையாளப்பட்டி கிராமம், பெரம்பலூர் மாவட்டம்.	[412, 1727, 758, 1761]
deputies-text: துணை அமைப்பாளர்கள் - 1) மா. பன்னீர் கீழ்மாத்தூர் கிராமம், ஆண்டியூர் அஞ்சல், ஊத்தங்கரை வட்டம், கிருஷ்ணகிரி மாவட்டம். 2) பா. நாசர் தாவுத்கொட்டாய் கிராமம், மகனூர்ப்பட்டி அஞ்சல், ஊத்தங்கரை வட்டம், கிருஷ்ணகிரி மாவட்டம். 3) வீ. தாசன் ராஜ் தள்ளியமூர் கிராமம் (ம) அஞ்சல், ஊத்தங்கரை வட்டம், கிருஷ்ணகிரி மாவட்டம். 4) பி. சக்திவேல் கொங்கப்பிராம்பட்டி கிராமம், உப்பாரப்பட்டி (அ), ஊத்தங்கரை (வ), கிருஷ்ணகிரி மாவட்டம். 5) பொ. பன்னீர் முத்தம்பட்டி கிராமம், காரப்பட்டு (அ), ஊத்தங்கரை (வ), கிருஷ்ணகிரி மாவட்டம்.	[779, 1950, 1125, 2138]
union-section	[412, 882, 758, 1071]
deputies-text: துணை அமைப்பாளர்கள் - 1) பி. கணபதி பெரியார் தெரு, மூலக்காடு, குரும்பலூர், பெரம்பலூர் மாவட்டம். 2) எம். பாஸ்ராஜ் காமராஜர் தெரு, குரும்பலூர், பெரம்பலூர் மாவட்டம். 3) எஸ். நல்லுசாமி அண்ணா தெரு, குரும்பலூர், பெரம்பலூர்.	[779, 1169, 1125, 1261]
union-section	[45, 505, 391, 809]
union-section	[412, 192, 758, 439]
section-title: மத்தூர் வடக்கு ஒன்றியம்	[1221, 584, 1417, 604]
union-section	[45, 818, 391, 1065]
